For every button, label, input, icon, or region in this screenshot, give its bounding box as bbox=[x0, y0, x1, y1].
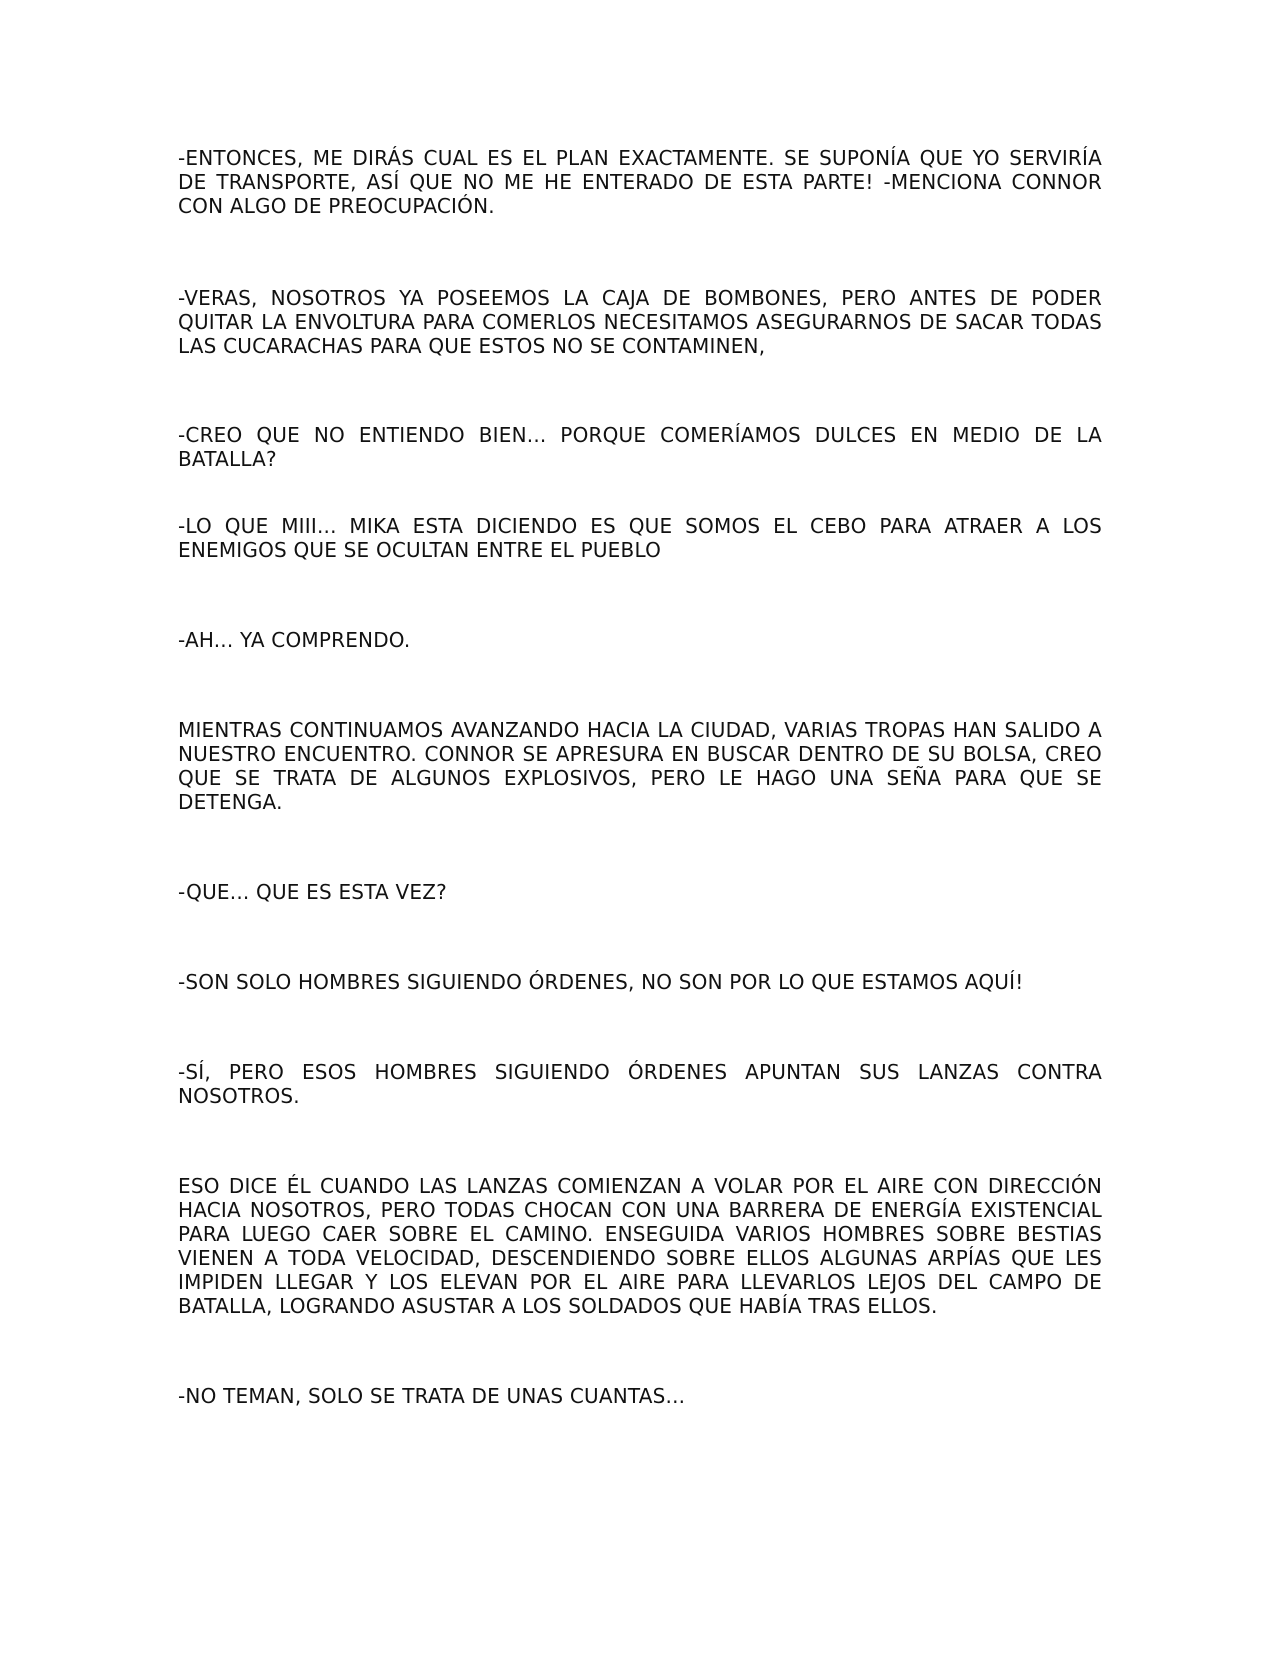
paragraph-connor-question: -ENTONCES, ME DIRÁS CUAL ES EL PLAN EXACTAMENTE. SE SUPONÍA QUE YO SERVIRÍA DE TRANSPORTE, ASÍ QUE NO ME HE ENTERADO DE ESTA PARTE! -MENCIONA CONNOR CON ALGO DE PREOCUPACIÓN. bbox=[178, 146, 1102, 218]
paragraph-following-orders: -SON SOLO HOMBRES SIGUIENDO ÓRDENES, NO SON POR LO QUE ESTAMOS AQUÍ! bbox=[178, 970, 1024, 994]
paragraph-spears: -SÍ, PERO ESOS HOMBRES SIGUIENDO ÓRDENES APUNTAN SUS LANZAS CONTRA NOSOTROS. bbox=[178, 1060, 1102, 1108]
paragraph-what-now: -QUE... QUE ES ESTA VEZ? bbox=[178, 880, 447, 904]
paragraph-not-understand: -CREO QUE NO ENTIENDO BIEN... PORQUE COMERÍAMOS DULCES EN MEDIO DE LA BATALLA? bbox=[178, 423, 1102, 471]
paragraph-understand: -AH... YA COMPRENDO. bbox=[178, 628, 411, 652]
paragraph-advancing-troops: MIENTRAS CONTINUAMOS AVANZANDO HACIA LA CIUDAD, VARIAS TROPAS HAN SALIDO A NUESTRO ENCUENTRO. CONNOR SE APRESURA EN BUSCAR DENTRO DE SU BOLSA, CREO QUE SE TRATA DE ALGUNOS EXPLOSIVOS, PERO LE HAGO UNA SEÑA PARA QUE SE DETENGA. bbox=[178, 718, 1102, 814]
paragraph-bait: -LO QUE MIII... MIKA ESTA DICIENDO ES QUE SOMOS EL CEBO PARA ATRAER A LOS ENEMIGOS QUE SE OCULTAN ENTRE EL PUEBLO bbox=[178, 514, 1102, 562]
paragraph-fear-not: -NO TEMAN, SOLO SE TRATA DE UNAS CUANTAS... bbox=[178, 1384, 686, 1408]
paragraph-barrier: ESO DICE ÉL CUANDO LAS LANZAS COMIENZAN A VOLAR POR EL AIRE CON DIRECCIÓN HACIA NOSOTROS, PERO TODAS CHOCAN CON UNA BARRERA DE ENERGÍA EXISTENCIAL PARA LUEGO CAER SOBRE EL CAMINO. ENSEGUIDA VARIOS HOMBRES SOBRE BESTIAS VIENEN A TODA VELOCIDAD, DESCENDIENDO SOBRE ELLOS ALGUNAS ARPÍAS QUE LES IMPIDEN LLEGAR Y LOS ELEVAN POR EL AIRE PARA LLEVARLOS LEJOS DEL CAMPO DE BATALLA, LOGRANDO ASUSTAR A LOS SOLDADOS QUE HABÍA TRAS ELLOS. bbox=[178, 1174, 1102, 1318]
paragraph-chocolate-box: -VERAS, NOSOTROS YA POSEEMOS LA CAJA DE BOMBONES, PERO ANTES DE PODER QUITAR LA ENVOLTURA PARA COMERLOS NECESITAMOS ASEGURARNOS DE SACAR TODAS LAS CUCARACHAS PARA QUE ESTOS NO SE CONTAMINEN, bbox=[178, 286, 1102, 358]
